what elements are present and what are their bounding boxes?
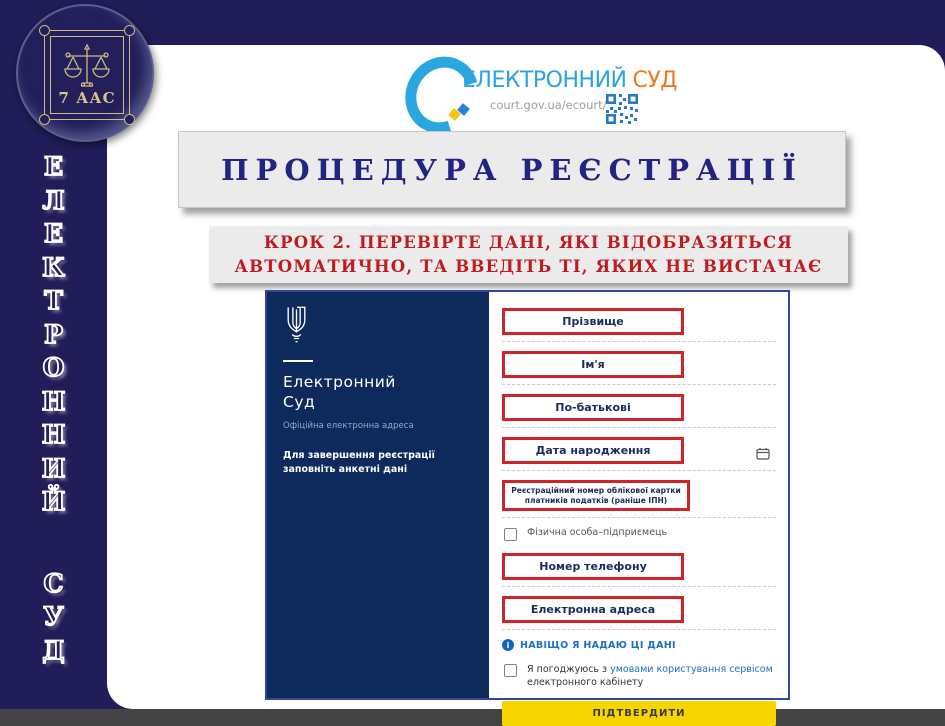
sidebar-letter: Н (41, 420, 66, 449)
field-email[interactable] (502, 596, 776, 630)
submit-button[interactable]: ПІДТВЕРДИТИ (502, 701, 776, 726)
field-email-label: Електронна адреса (502, 596, 684, 623)
registration-form (265, 290, 790, 719)
brand-title-line1: Електронний (283, 373, 396, 391)
field-phone[interactable] (502, 553, 776, 587)
step-line-1: КРОК 2. ПЕРЕВІРТЕ ДАНІ, ЯКІ ВІДОБРАЗЯТЬСЯ (263, 232, 794, 252)
field-tax-number-label: Реєстраційний номер облікової картки платників податків (раніше ІПН) (502, 480, 690, 511)
logo-word-court: СУД (632, 68, 677, 93)
qr-code-icon (606, 94, 638, 128)
field-lastname-input[interactable] (502, 335, 776, 342)
sidebar-letter: Л (42, 185, 65, 215)
sidebar-letter: У (43, 602, 64, 631)
sidebar-letter: Е (43, 152, 64, 181)
sidebar-letter: О (42, 353, 65, 382)
frame-corner (124, 25, 135, 36)
badge-court-label: 7 ААС (58, 89, 116, 107)
why-data-link-row[interactable] (502, 639, 776, 651)
field-firstname-input[interactable] (502, 378, 776, 385)
field-firstname-label: Ім'я (502, 351, 684, 378)
brand-title-line2: Суд (283, 393, 316, 411)
terms-link[interactable]: умовами користування сервісом (610, 664, 773, 675)
info-icon: i (502, 639, 514, 651)
frame-corner (39, 25, 50, 36)
field-phone-input[interactable] (502, 580, 776, 587)
scales-of-justice-icon (58, 43, 116, 95)
agreement-checkbox-row[interactable] (504, 663, 776, 689)
ecourt-url: court.gov.ua/ecourt/ (490, 98, 607, 112)
calendar-icon[interactable] (756, 445, 770, 464)
trident-icon (283, 306, 473, 348)
sidebar-letter: Е (43, 219, 64, 248)
field-email-input[interactable] (502, 623, 776, 630)
field-lastname[interactable] (502, 308, 776, 342)
sidebar-letter: К (42, 252, 65, 282)
field-tax-number-input[interactable] (502, 511, 776, 518)
step-line-2: АВТОМАТИЧНО, ТА ВВЕДІТЬ ТІ, ЯКИХ НЕ ВИСТАЧАЄ (234, 256, 823, 276)
sidebar-vertical-title (0, 150, 107, 667)
court-badge (16, 4, 154, 142)
logo-word-electronic: ЕЛЕКТРОННИЙ (462, 68, 627, 93)
sidebar-letter: Й (41, 487, 66, 516)
sidebar-letter: Н (41, 386, 66, 416)
field-patronymic[interactable] (502, 394, 776, 428)
sidebar-letter: Т (44, 286, 63, 315)
form-brand-panel (267, 292, 489, 698)
frame-corner (124, 114, 135, 125)
fop-checkbox-label: Фізична особа–підприємець (527, 527, 668, 538)
brand-instruction: Для завершення реєстрації заповніть анкетні дані (283, 450, 435, 475)
sidebar-letter: И (41, 453, 66, 483)
brand-subtitle: Офіційна електронна адреса (283, 421, 414, 431)
field-birthdate-label: Дата народження (502, 437, 684, 464)
agreement-text-prefix: Я погоджуюсь з (527, 664, 611, 675)
field-patronymic-input[interactable] (502, 421, 776, 428)
ecourt-logo-text (462, 68, 677, 93)
brand-divider (283, 360, 313, 362)
field-birthdate[interactable] (502, 437, 776, 471)
ecourt-logo (398, 52, 677, 128)
agreement-text-suffix: електронного кабінету (527, 677, 644, 688)
field-patronymic-label: По-батькові (502, 394, 684, 421)
field-tax-number[interactable] (502, 480, 776, 518)
page-title: ПРОЦЕДУРА РЕЄСТРАЦІЇ (221, 152, 803, 187)
form-fields-panel (489, 292, 788, 719)
why-data-link[interactable]: НАВІЩО Я НАДАЮ ЦІ ДАНІ (520, 639, 676, 651)
field-birthdate-input[interactable] (502, 464, 776, 471)
frame-corner (39, 114, 50, 125)
fop-checkbox[interactable] (504, 528, 517, 541)
agreement-checkbox[interactable] (504, 664, 517, 677)
field-lastname-label: Прізвище (502, 308, 684, 335)
step-banner (209, 226, 848, 283)
badge-frame (44, 30, 130, 120)
title-banner (178, 131, 846, 208)
sidebar-letter: Р (44, 319, 63, 349)
fop-checkbox-row[interactable] (504, 527, 776, 541)
field-firstname[interactable] (502, 351, 776, 385)
sidebar-letter: С (43, 568, 64, 598)
sidebar-letter: Д (42, 635, 65, 665)
field-phone-label: Номер телефону (502, 553, 684, 580)
agreement-label (527, 663, 776, 689)
